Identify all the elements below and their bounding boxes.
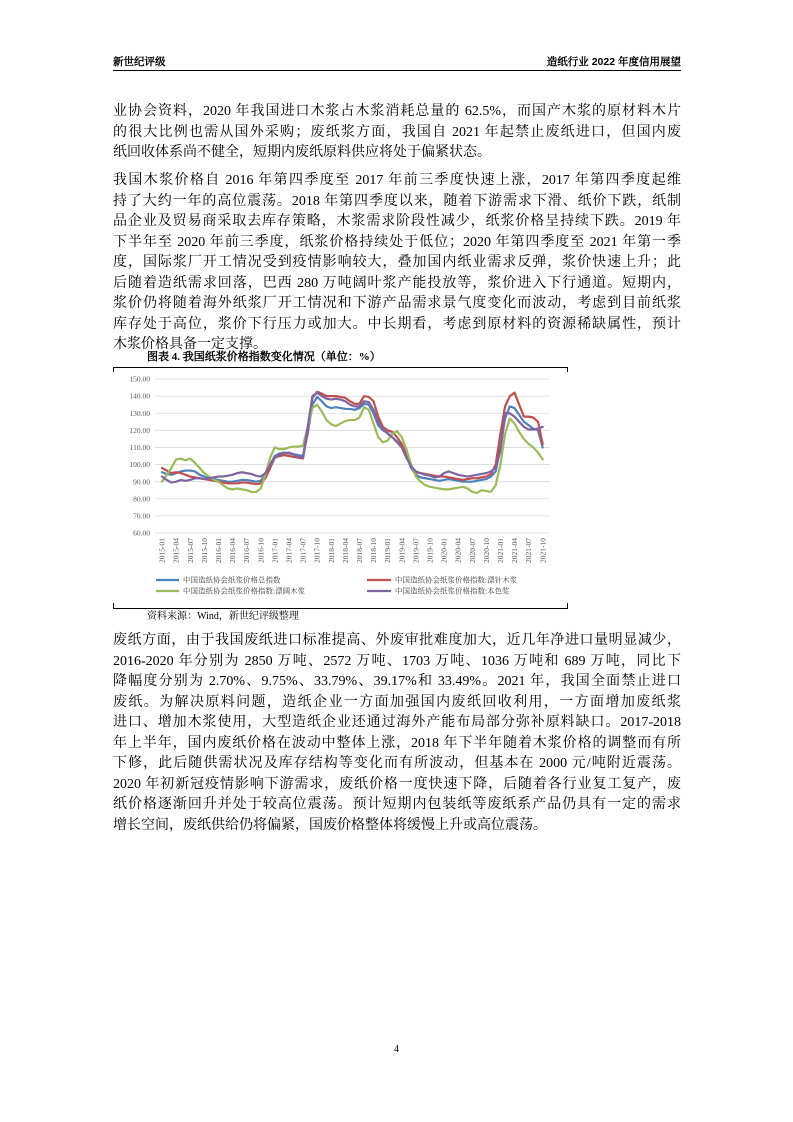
x-tick-label: 2017-10 [312, 538, 322, 563]
x-tick-label: 2015-01 [157, 538, 167, 563]
legend-label-4: 中国造纸协会纸浆价格指数:本色浆 [395, 586, 510, 596]
x-tick-label: 2020-01 [439, 538, 449, 563]
text-line: 木浆价格具备一定支撑。 [113, 337, 267, 352]
text-line: 的很大比例也需从国外采购；废纸浆方面，我国自 2021 年起禁止废纸进口，但国内废 [113, 124, 681, 140]
text-line: 2016-2020 年分别为 2850 万吨、2572 万吨、1703 万吨、1036 万吨和 689 万吨，同比下 [113, 653, 681, 669]
y-tick-label: 140.00 [129, 391, 150, 401]
y-tick-label: 90.00 [133, 477, 150, 487]
text-line: 后随着造纸需求回落，巴西 280 万吨阔叶浆产能投放等，浆价进入下行通道。短期内， [113, 275, 681, 291]
x-tick-label: 2020-07 [467, 538, 477, 563]
x-tick-label: 2020-04 [453, 538, 463, 563]
y-tick-label: 80.00 [133, 494, 150, 504]
text-line: 度，国际浆厂开工情况受到疫情影响较大，叠加国内纸业需求反弹，浆价快速上升；此 [113, 255, 681, 270]
x-tick-label: 2019-01 [383, 538, 393, 563]
figure-bottom-rule [113, 608, 568, 609]
x-tick-label: 2016-01 [214, 538, 223, 563]
x-tick-label: 2016-10 [256, 538, 266, 563]
figure-source-note: 资料来源：Wind，新世纪评级整理 [147, 611, 299, 622]
paragraph-2 [113, 171, 681, 356]
y-tick-label: 70.00 [133, 511, 150, 521]
text-line: 废纸。为解决原料问题，造纸企业一方面加强国内废纸回收利用，一方面增加废纸浆 [113, 694, 681, 710]
x-axis-tick-labels [158, 538, 548, 563]
text-line: 进口、增加木浆使用，大型造纸企业还通过海外产能布局部分弥补原料缺口。2017-2018 [113, 715, 681, 730]
x-tick-label: 2021-10 [538, 538, 548, 563]
x-tick-label: 2017-07 [298, 538, 308, 563]
legend-label-1: 中国造纸协会纸浆价格总指数 [183, 575, 281, 585]
text-line: 下半年至 2020 年前三季度，纸浆价格持续处于低位；2020 年第四季度至 2021 年第一季 [113, 234, 681, 250]
x-tick-label: 2015-10 [199, 538, 209, 563]
series-lines [162, 392, 543, 493]
text-line: 持了大约一年的高位震荡。2018 年第四季度以来，随着下游需求下滑、纸价下跌，纸制 [113, 193, 681, 209]
figure-caption: 图表 4. 我国纸浆价格指数变化情况（单位：%） [147, 351, 381, 363]
text-line: 下修，此后随供需状况及库存结构等变化而有所波动，但基本在 2000 元/吨附近震荡。 [113, 756, 681, 771]
text-line: 品企业及贸易商采取去库存策略，木浆需求阶段性减少，纸浆价格呈持续下跌。2019 年 [113, 214, 681, 229]
x-tick-label: 2019-04 [397, 538, 407, 563]
y-tick-label: 150.00 [129, 374, 150, 384]
text-line: 浆价仍将随着海外纸浆厂开工情况和下游产品需求景气度变化而波动，考虑到目前纸浆 [113, 296, 681, 311]
text-line: 我国木浆价格自 2016 年第四季度至 2017 年前三季度快速上涨，2017 年第四季度起维 [113, 173, 681, 188]
x-tick-label: 2018-01 [326, 538, 336, 563]
x-tick-label: 2019-07 [411, 538, 421, 563]
y-tick-label: 120.00 [129, 425, 150, 435]
y-tick-label: 100.00 [129, 460, 150, 470]
paragraph-1 [113, 102, 681, 164]
text-line: 年上半年，国内废纸价格在波动中整体上涨，2018 年下半年随着木浆价格的调整而有所 [113, 735, 681, 751]
x-tick-label: 2018-07 [355, 538, 364, 563]
text-line: 增长空间，废纸供给仍将偏紧，国废价格整体将缓慢上升或高位震荡。 [113, 817, 547, 833]
y-axis-tick-labels [129, 375, 150, 538]
series-line-4 [162, 393, 543, 483]
x-tick-label: 2018-04 [340, 538, 350, 563]
x-tick-label: 2016-04 [228, 538, 238, 563]
text-line: 业协会资料，2020 年我国进口木浆占木浆消耗总量的 62.5%，而国产木浆的原材料木片 [113, 104, 681, 119]
legend-label-2: 中国造纸协会纸浆价格指数:漂针木浆 [395, 575, 518, 585]
x-tick-label: 2015-07 [185, 538, 195, 563]
y-tick-label: 130.00 [129, 408, 150, 418]
header-report-title: 造纸行业 2022 年度信用展望 [546, 56, 681, 68]
text-line: 2020 年初新冠疫情影响下游需求，废纸价格一度快速下降，后随着各行业复工复产，废 [113, 776, 681, 792]
series-line-1 [162, 397, 543, 482]
paragraph-3 [113, 631, 681, 836]
pulp-price-index-line-chart [113, 370, 568, 606]
text-line: 库存处于高位，浆价下行压力或加大。中长期看，考虑到原材料的资源稀缺属性，预计 [113, 316, 681, 332]
y-tick-label: 110.00 [129, 443, 150, 453]
chart-legend [156, 575, 518, 596]
figure-top-rule [113, 367, 568, 368]
x-tick-label: 2020-10 [481, 538, 491, 563]
x-tick-label: 2021-01 [496, 538, 505, 563]
text-line: 降幅度分别为 2.70%、9.75%、33.79%、39.17%和 33.49%。2021 年，我国全面禁止进口 [113, 674, 681, 689]
header-org-name: 新世纪评级 [113, 56, 166, 68]
text-line: 纸价格逐渐回升并处于较高位震荡。预计短期内包装纸等废纸系产品仍具有一定的需求 [113, 797, 681, 812]
x-tick-label: 2018-10 [369, 538, 379, 563]
legend-label-3: 中国造纸协会纸浆价格指数:漂阔木浆 [183, 586, 306, 596]
text-line: 纸回收体系尚不健全，短期内废纸原料供应将处于偏紧状态。 [113, 145, 491, 160]
x-tick-label: 2021-04 [510, 538, 520, 563]
x-tick-label: 2017-04 [284, 538, 294, 563]
x-tick-label: 2021-07 [524, 538, 534, 563]
text-line: 废纸方面，由于我国废纸进口标准提高、外废审批难度加大，近几年净进口量明显减少， [113, 633, 681, 648]
header-rule [113, 70, 681, 71]
x-tick-label: 2016-07 [242, 538, 252, 563]
figure-bottom-rule-right-tick [567, 603, 568, 608]
y-tick-label: 60.00 [133, 528, 150, 538]
x-tick-label: 2019-10 [425, 538, 435, 563]
x-tick-label: 2017-01 [270, 538, 280, 563]
x-tick-label: 2015-04 [171, 538, 181, 563]
page-number: 4 [394, 1044, 399, 1055]
figure-bottom-rule-left-tick [113, 603, 114, 608]
